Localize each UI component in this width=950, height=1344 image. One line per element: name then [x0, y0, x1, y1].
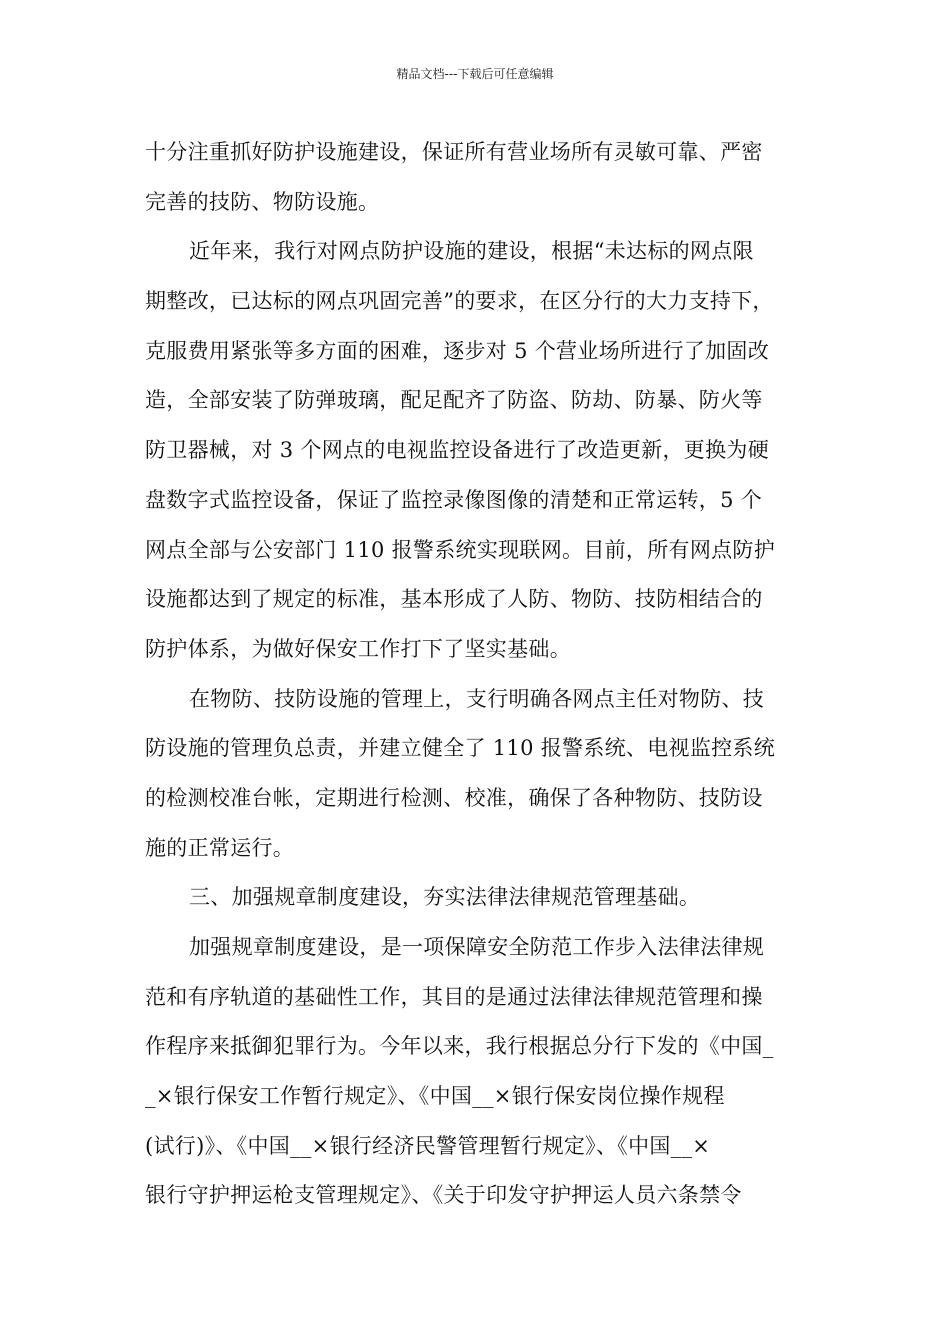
body-line: 盘数字式监控设备，保证了监控录像图像的清楚和正常运转，5 个 — [145, 487, 763, 512]
body-line: 的检测校准台帐，定期进行检测、校准，确保了各种物防、技防设 — [145, 785, 763, 810]
page-header: 精品文档---下载后可任意编辑 — [396, 67, 554, 81]
body-line: _×银行保安工作暂行规定》、《中国__×银行保安岗位操作规程 — [145, 1084, 725, 1109]
paragraph-start-line: 加强规章制度建设，是一项保障安全防范工作步入法律法律规 — [189, 935, 765, 959]
paragraph-start-line: 在物防、技防设施的管理上，支行明确各网点主任对物防、技 — [189, 686, 765, 711]
body-line: 范和有序轨道的基础性工作，其目的是通过法律法律规范管理和操 — [145, 984, 763, 1009]
paragraph-start-line: 近年来，我行对网点防护设施的建设，根据“未达标的网点限 — [189, 239, 754, 264]
body-line: 网点全部与公安部门 110 报警系统实现联网。目前，所有网点防护 — [145, 537, 776, 562]
body-line: 造，全部安装了防弹玻璃，配足配齐了防盗、防劫、防暴、防火等 — [145, 388, 763, 413]
section-heading: 三、加强规章制度建设，夯实法律法律规范管理基础。 — [189, 885, 701, 910]
body-line: 施的正常运行。 — [145, 835, 295, 860]
document-body — [145, 128, 810, 1221]
body-line: (试行)》、《中国__×银行经济民警管理暂行规定》、《中国__× — [145, 1133, 711, 1158]
body-line: 作程序来抵御犯罪行为。今年以来，我行根据总分行下发的《中国_ — [145, 1034, 774, 1059]
body-line: 十分注重抓好防护设施建设，保证所有营业场所有灵敏可靠、严密 — [145, 140, 763, 164]
body-line: 防卫器械，对 3 个网点的电视监控设备进行了改造更新，更换为硬 — [145, 438, 770, 463]
body-line: 期整改，已达标的网点巩固完善”的要求，在区分行的大力支持下， — [145, 289, 774, 314]
body-line: 克服费用紧张等多方面的困难，逐步对 5 个营业场所进行了加固改 — [145, 338, 770, 363]
body-line: 设施都达到了规定的标准，基本形成了人防、物防、技防相结合的 — [145, 587, 763, 612]
body-line: 防护体系，为做好保安工作打下了坚实基础。 — [145, 636, 571, 661]
body-line: 银行守护押运枪支管理规定》、《关于印发守护押运人员六条禁令 — [145, 1183, 742, 1208]
body-line: 防设施的管理负总责，并建立健全了 110 报警系统、电视监控系统 — [145, 736, 776, 761]
body-line: 完善的技防、物防设施。 — [145, 189, 380, 214]
